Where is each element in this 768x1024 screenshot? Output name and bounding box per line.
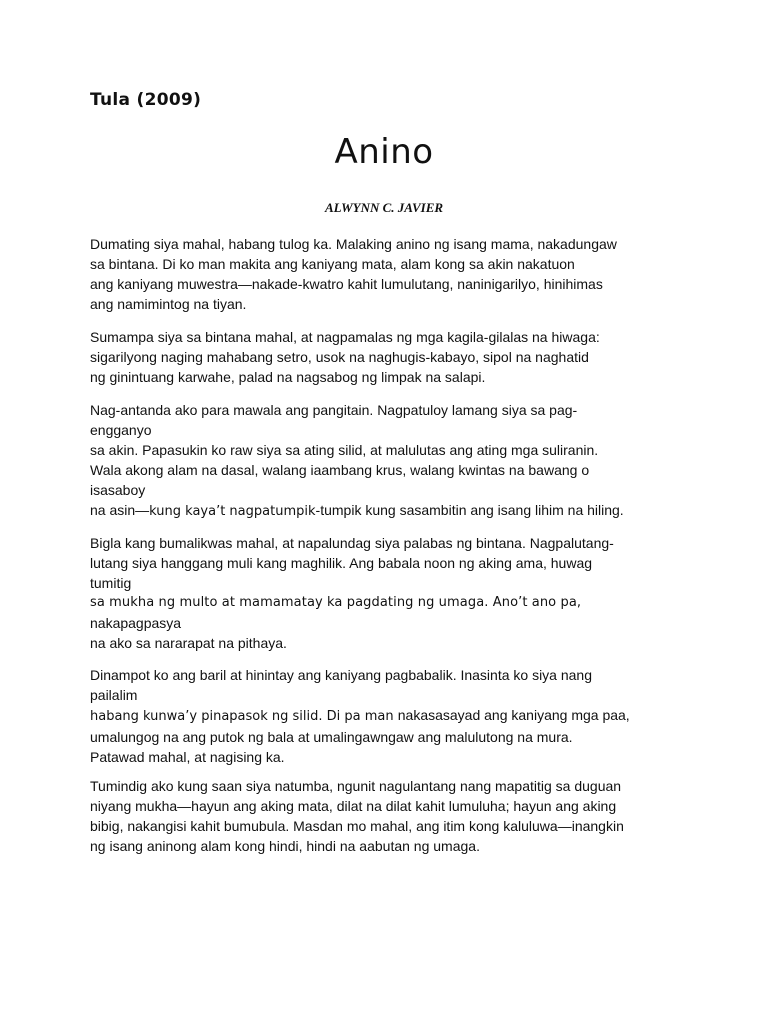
poem-line-segment: habang kunwa’y pinapasok ng silid. Di pa man [90,709,398,724]
poem-line: Dumating siya mahal, habang tulog ka. Malaking anino ng isang mama, nakadungaw [90,236,617,252]
poem-line: Dinampot ko ang baril at hinintay ang kaniyang pagbabalik. Inasinta ko siya nang [90,667,592,683]
poem-line: ng isang aninong alam kong hindi, hindi na aabutan ng umaga. [90,838,480,854]
poem-line-segment: tumpik kung sasambitin ang isang lihim na hiling. [320,502,624,518]
poem-line: Nag-antanda ako para mawala ang pangitain. Nagpatuloy lamang siya sa pag- [90,402,578,418]
poem-line: niyang mukha—hayun ang aking mata, dilat na dilat kahit lumuluha; hayun ang aking [90,798,617,814]
poem-line: bibig, nakangisi kahit bumubula. Masdan mo mahal, ang itim kong kaluluwa—inangkin [90,818,624,834]
poem-line [90,705,730,727]
poem-line: Patawad mahal, at nagising ka. [90,749,285,765]
poem-line: na ako sa nararapat na pithaya. [90,635,287,651]
stanza-1 [90,234,730,314]
poem-line: ng ginintuang karwahe, palad na nagsabog ng limpak na salapi. [90,369,486,385]
poem-line-segment: na asin— [90,502,150,518]
stanza-5 [90,665,730,767]
poem-line: ang namimintog na tiyan. [90,296,247,312]
stanza-3 [90,400,730,522]
poem-heading: Tula (2009) [90,90,202,110]
poem-line: pailalim [90,687,138,703]
poem-line: sa mukha ng multo at mamamatay ka pagdating ng umaga. Ano’t ano pa, [90,595,582,610]
poem-line: engganyo [90,422,152,438]
stanza-2 [90,327,730,387]
poem-line: isasaboy [90,482,146,498]
poem-line-segment: kung kaya’t nagpatumpik- [149,504,321,519]
poem-line: umalungog na ang putok ng bala at umalingawngaw ang malulutong na mura. [90,729,573,745]
poem-line: Tumindig ako kung saan siya natumba, ngunit nagulantang nang mapatitig sa duguan [90,778,622,794]
poem-title: Anino [334,132,434,172]
poem-line: lutang siya hanggang muli kang maghilik. Ang babala noon ng aking ama, huwag [90,555,593,571]
poem-line: tumitig [90,575,132,591]
poem-author: ALWYNN C. JAVIER [324,200,444,215]
stanza-6 [90,776,730,856]
poem-line: Wala akong alam na dasal, walang iaambang krus, walang kwintas na bawang o [90,462,590,478]
poem-line [90,500,730,522]
poem-line: nakapagpasya [90,615,182,631]
poem-line: ang kaniyang muwestra—nakade-kwatro kahit lumulutang, naninigarilyo, hinihimas [90,276,603,292]
poem-line: sa bintana. Di ko man makita ang kaniyang mata, alam kong sa akin nakatuon [90,256,575,272]
poem-line-segment: nakasasayad ang kaniyang mga paa, [397,707,630,723]
poem-line: sigarilyong naging mahabang setro, usok na naghugis-kabayo, sipol na naghatid [90,349,589,365]
poem-line: sa akin. Papasukin ko raw siya sa ating silid, at malulutas ang ating mga suliranin. [90,442,599,458]
poem-line: Sumampa siya sa bintana mahal, at nagpamalas ng mga kagila-gilalas na hiwaga: [90,329,600,345]
stanza-4 [90,533,730,653]
poem-line: Bigla kang bumalikwas mahal, at napalundag siya palabas ng bintana. Nagpalutang- [90,535,614,551]
